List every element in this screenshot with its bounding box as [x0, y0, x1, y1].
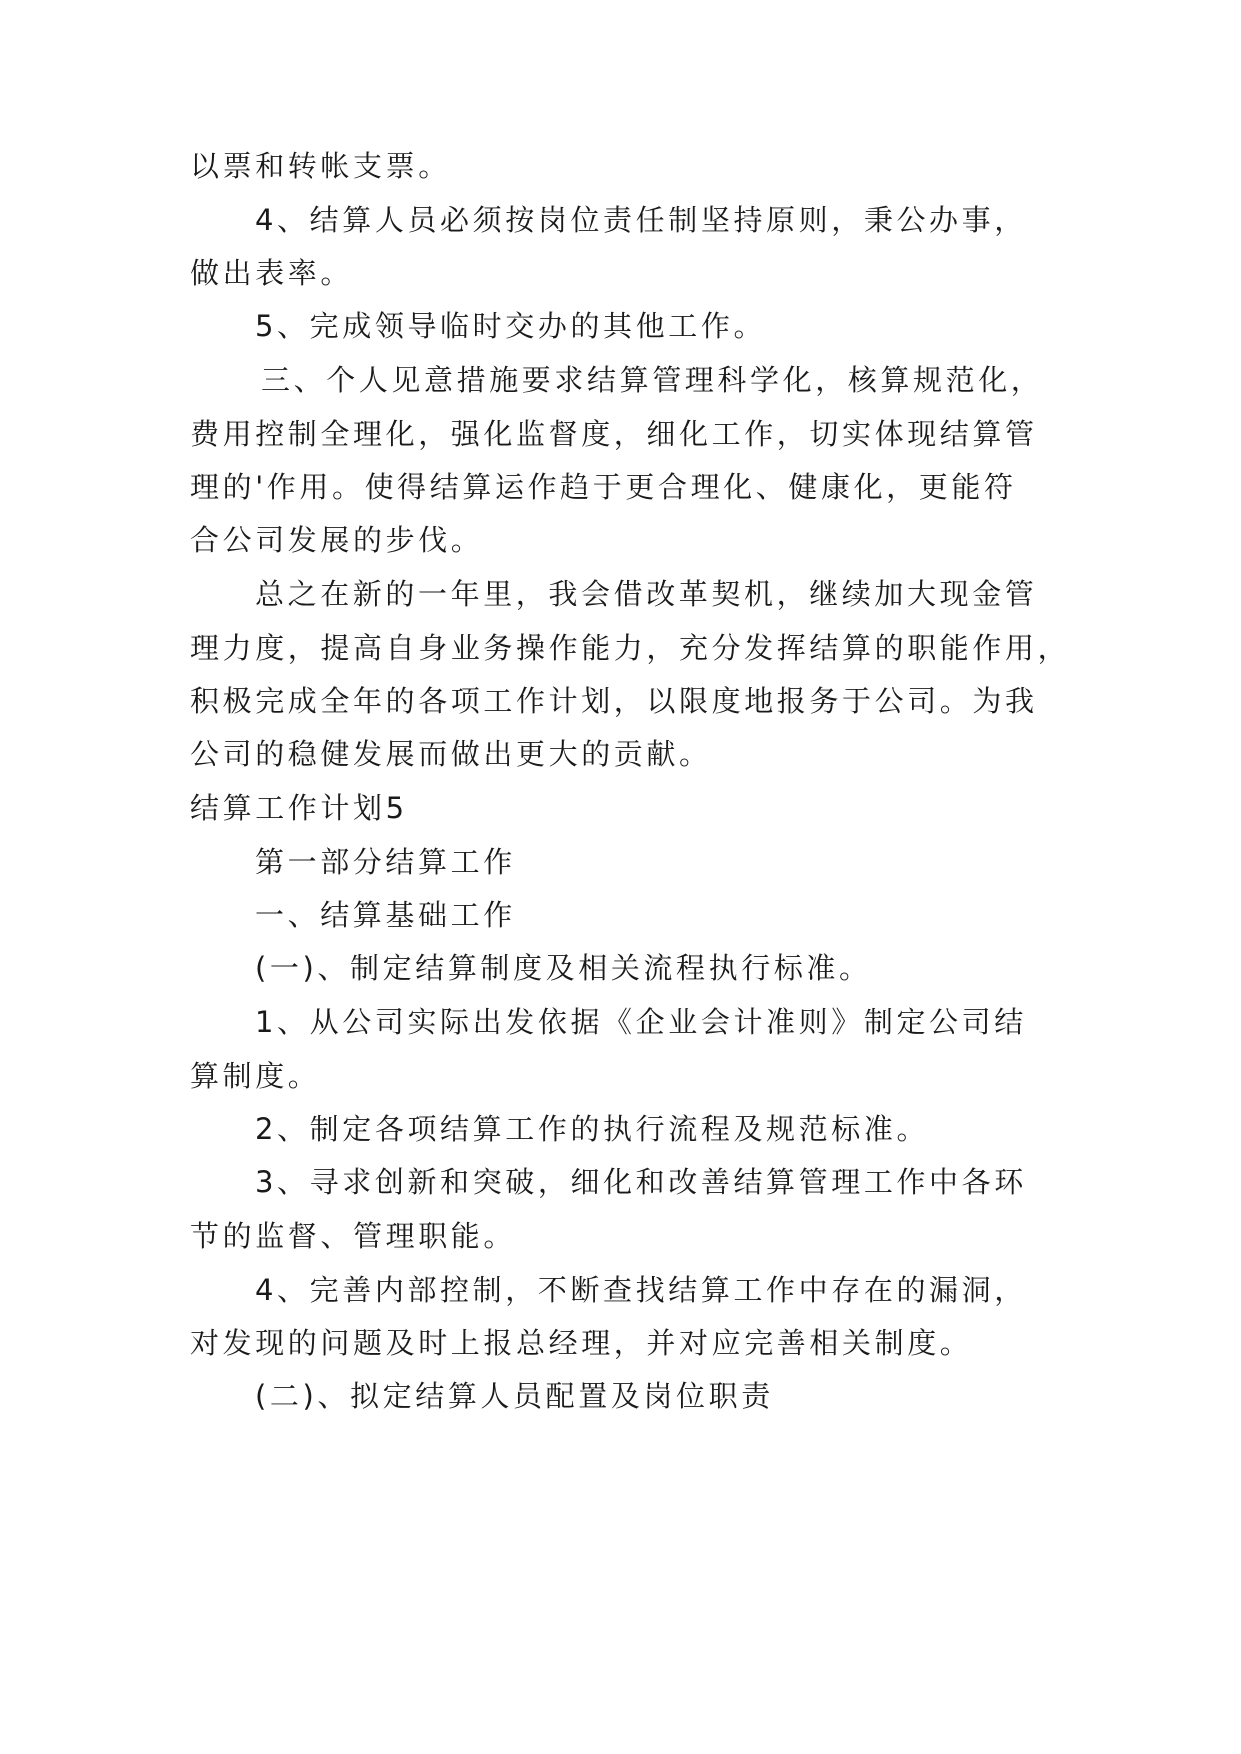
- text-line: 一、结算基础工作: [255, 898, 516, 932]
- text-line: (二)、拟定结算人员配置及岗位职责: [255, 1379, 774, 1413]
- text-line: 三、个人见意措施要求结算管理科学化，核算规范化，: [261, 363, 1044, 397]
- text-line: 3、寻求创新和突破，细化和改善结算管理工作中各环: [255, 1165, 1027, 1199]
- text-line: 做出表率。: [190, 256, 354, 290]
- text-line: 1、从公司实际出发依据《企业会计准则》制定公司结: [255, 1005, 1027, 1039]
- text-line: 4、完善内部控制，不断查找结算工作中存在的漏洞，: [255, 1273, 1027, 1307]
- text-line: 公司的稳健发展而做出更大的贡献。: [190, 737, 712, 771]
- text-line: (一)、制定结算制度及相关流程执行标准。: [255, 951, 872, 985]
- text-line: 算制度。: [190, 1059, 321, 1093]
- section-heading: 结算工作计划5: [190, 791, 408, 825]
- text-line: 积极完成全年的各项工作计划，以限度地报务于公司。为我: [190, 684, 1038, 718]
- text-line: 节的监督、管理职能。: [190, 1219, 517, 1253]
- text-line: 总之在新的一年里，我会借改革契机，继续加大现金管: [255, 577, 1038, 611]
- text-line: 以票和转帐支票。: [190, 149, 451, 183]
- text-line: 费用控制全理化，强化监督度，细化工作，切实体现结算管: [190, 417, 1038, 451]
- text-line: 对发现的问题及时上报总经理，并对应完善相关制度。: [190, 1326, 973, 1360]
- text-line: 理的'作用。使得结算运作趋于更合理化、健康化，更能符: [190, 470, 1017, 504]
- text-line: 5、完成领导临时交办的其他工作。: [255, 309, 767, 343]
- text-line: 合公司发展的步伐。: [190, 523, 484, 557]
- text-line: 第一部分结算工作: [255, 845, 516, 879]
- text-line: 2、制定各项结算工作的执行流程及规范标准。: [255, 1112, 930, 1146]
- text-line: 4、结算人员必须按岗位责任制坚持原则，秉公办事，: [255, 203, 1027, 237]
- text-line: 理力度，提高自身业务操作能力，充分发挥结算的职能作用，: [190, 631, 1071, 665]
